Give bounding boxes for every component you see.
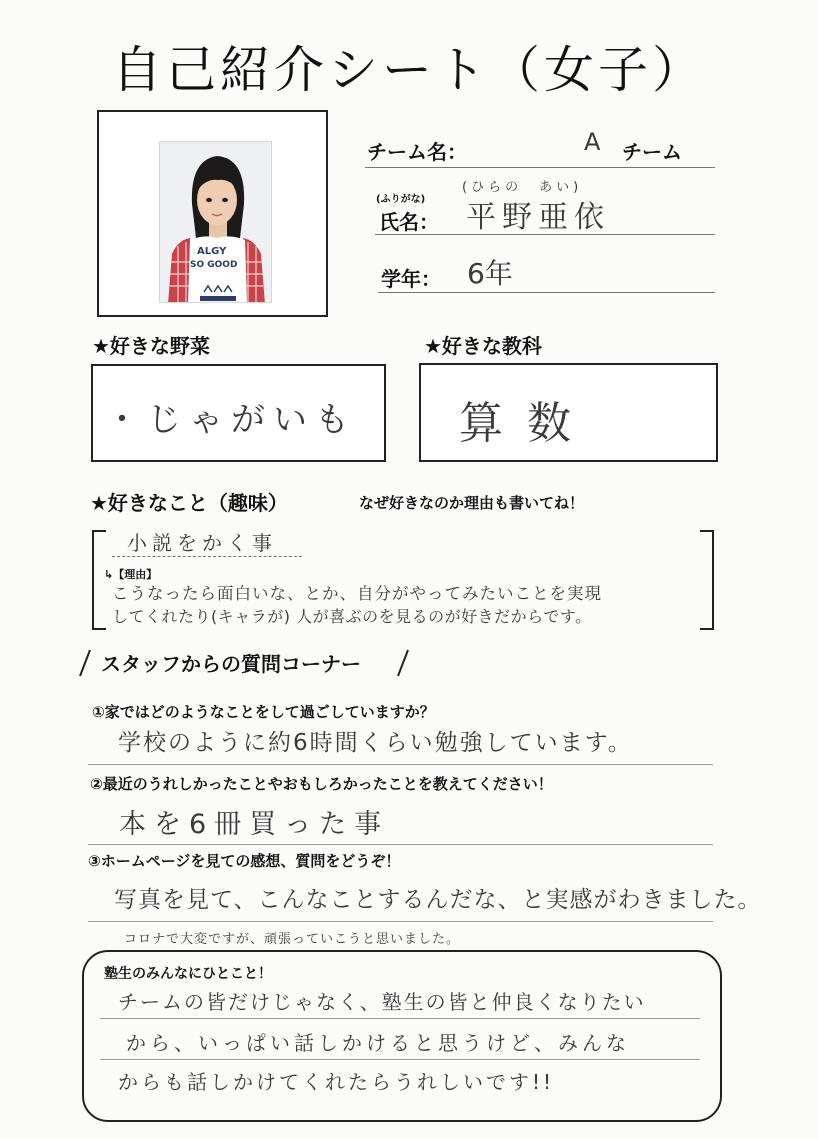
question-1: ①家ではどのようなことをして過ごしていますか？: [92, 703, 435, 721]
subject-label: ★好きな教科: [424, 334, 542, 358]
reason-line1: こうなったら面白いな、とか、自分がやってみたいことを実現: [112, 584, 602, 603]
hobby-label: ★好きなこと（趣味）: [90, 491, 288, 515]
message-label: 塾生のみんなにひとこと！: [104, 966, 272, 982]
vegetable-value: ・じゃがいも: [105, 400, 357, 440]
reason-label: ↳【理由】: [104, 568, 158, 581]
answer-3-line: [88, 921, 713, 922]
profile-photo: [159, 141, 272, 303]
hobby-underline: [112, 556, 302, 557]
hobby-right-bracket: [700, 530, 714, 630]
grade-underline: [378, 292, 715, 293]
question-3: ③ホームページを見ての感想、質問をどうぞ！: [88, 852, 401, 870]
name-label: 氏名：: [379, 210, 439, 234]
staff-header: スタッフからの質問コーナー: [101, 652, 361, 676]
message-line3: からも話しかけてくれたらうれしいです!!: [118, 1070, 555, 1094]
name-underline: [375, 234, 715, 235]
furigana-value: (ひらの あい): [462, 180, 583, 195]
answer-1-line: [88, 764, 713, 765]
team-label: チーム名：: [367, 140, 467, 164]
grade-value: 6年: [467, 257, 513, 290]
vegetable-box: [91, 364, 386, 462]
student-portrait-icon: [160, 142, 272, 303]
name-value: 平野亜依: [466, 200, 610, 235]
hobby-note: なぜ好きなのか理由も書いてね！: [359, 494, 585, 512]
hobby-value: 小説をかく事: [127, 531, 277, 555]
team-underline: [365, 167, 715, 168]
message-line1-rule: [100, 1018, 700, 1019]
message-line2-rule: [100, 1059, 700, 1060]
question-2: ②最近のうれしかったことやおもしろかったことを教えてください！: [90, 775, 553, 793]
page-title: 自己紹介シート（女子）: [112, 41, 706, 99]
answer-1: 学校のように約6時間くらい勉強しています。: [118, 730, 633, 756]
team-value: A: [584, 128, 601, 156]
reason-line2: してくれたり(キャラが) 人が喜ぶのを見るのが好きだからです。: [112, 607, 592, 626]
shirt-print-line2: SO GOOD: [190, 260, 238, 270]
answer-2: 本を6冊買った事: [119, 809, 390, 840]
answer-2-line: [88, 844, 713, 845]
vegetable-label: ★好きな野菜: [92, 334, 210, 358]
grade-label: 学年：: [381, 267, 441, 291]
shirt-print-line1: ALGY: [197, 246, 227, 257]
furigana-label: (ふりがな): [376, 194, 426, 205]
message-line1: チームの皆だけじゃなく、塾生の皆と仲良くなりたい: [118, 990, 646, 1014]
team-suffix: チーム: [622, 140, 682, 164]
subject-box: [419, 363, 718, 462]
answer-3-line1: 写真を見て、こんなことするんだな、と実感がわきました。: [114, 887, 762, 913]
answer-3-line2: コロナで大変ですが、頑張っていこうと思いました。: [124, 932, 461, 947]
subject-value: 算数: [459, 398, 595, 449]
message-line2: から、いっぱい話しかけると思うけど、みんな: [126, 1031, 630, 1055]
